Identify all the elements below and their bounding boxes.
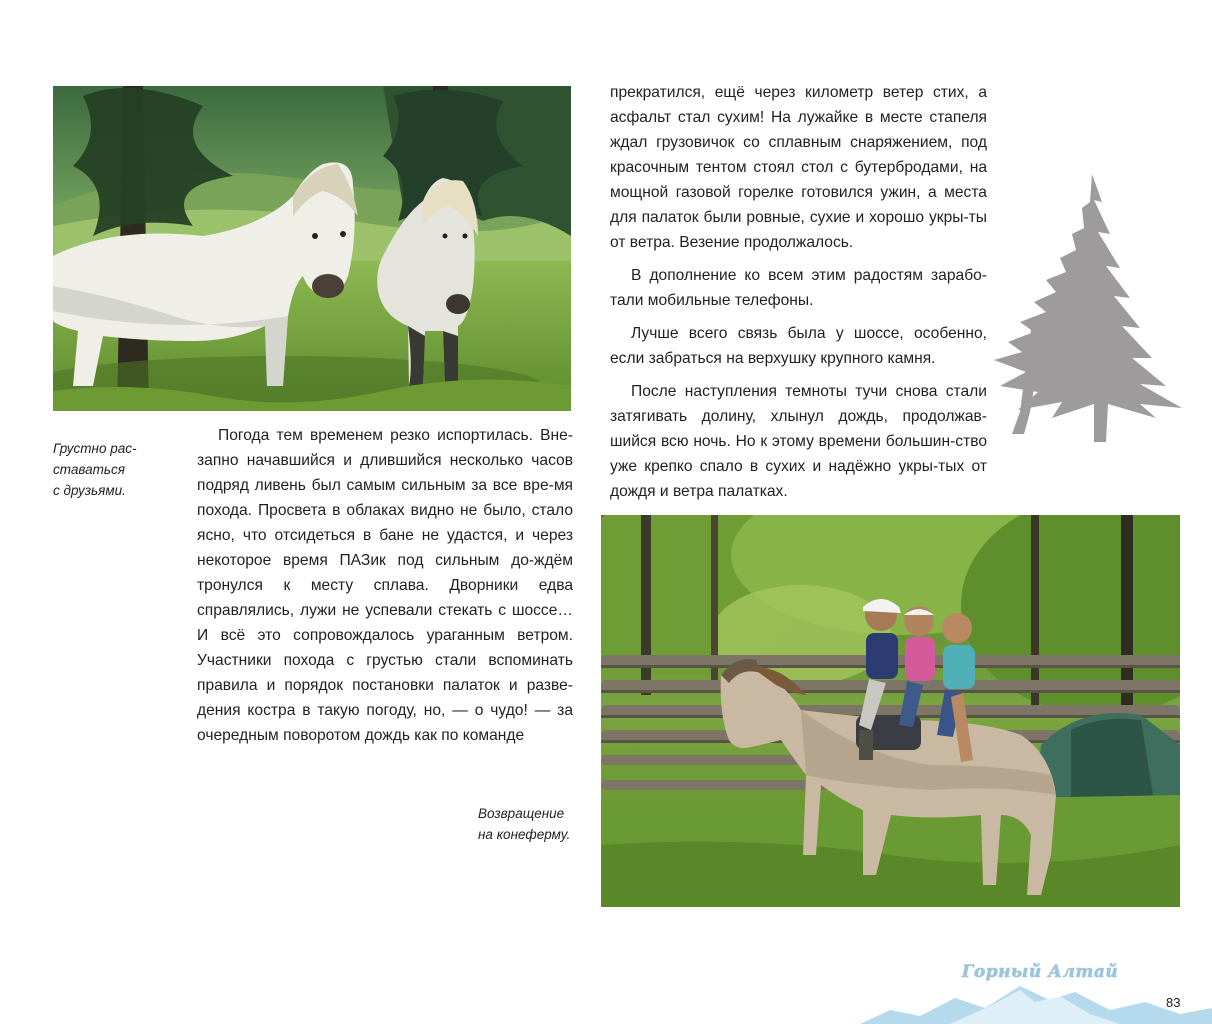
paragraph: прекратился, ещё через километр ветер стих, а асфальт стал сухим! На лужайке в месте стапеля ждал грузовичок со сплавным снаряжением, под красочным тентом стоял стол с бутербродами, на мощной газовой горелке готовился ужин, а места для палаток были ровные, сухие и хорошо укры-ты от ветра. Везение продолжалось. [610,84,987,251]
paragraph: Лучше всего связь была у шоссе, особенно, если забраться на верхушку крупного камня. [610,325,987,367]
paragraph: После наступления темноты тучи снова стали затягивать долину, хлынул дождь, продолжав-шийся всю ночь. Но к этому времени большин-ство уже крепко спало в сухих и надёжно укры-тых от дождя и ветра палатках. [610,383,987,500]
paragraph: В дополнение ко всем этим радостям зарабо-тали мобильные телефоны. [610,267,987,309]
page-number: 83 [1166,995,1181,1010]
photo-children-on-horse [601,515,1180,907]
paragraph: Погода тем временем резко испортилась. Вне-запно начавшийся и длившийся несколько часов подряд ливень был самым сильным за все вре-мя похода. Просвета в облаках видно не было, стало ясно, что отсидеться в бане не удастся, и через некоторое время ПАЗик под сильным до-ждём тронулся к месту сплава. Дворники едва справлялись, лужи не успевали стекать с шоссе… И всё это сопровождалось ураганным ветром. Участники похода с грустью стали вспоминать правила и порядок постановки палаток и разве-дения костра в такую погоду, но, — о чудо! — за очередным поворотом дождь как по команде [197,427,573,744]
text-column-left [197,423,573,756]
photo-caption-horses: Грустно рас- ставаться с друзьями. [53,441,137,498]
running-title: Горный Алтай [961,962,1119,982]
children-on-horse-photo [601,515,1180,907]
photo-two-white-horses [53,86,571,411]
two-white-horses-photo [53,86,571,411]
fir-tree-icon [990,172,1186,444]
photo-caption-children: Возвращение на конеферму. [478,806,571,842]
text-column-right [610,80,987,512]
mountain-decoration-icon [860,980,1212,1024]
